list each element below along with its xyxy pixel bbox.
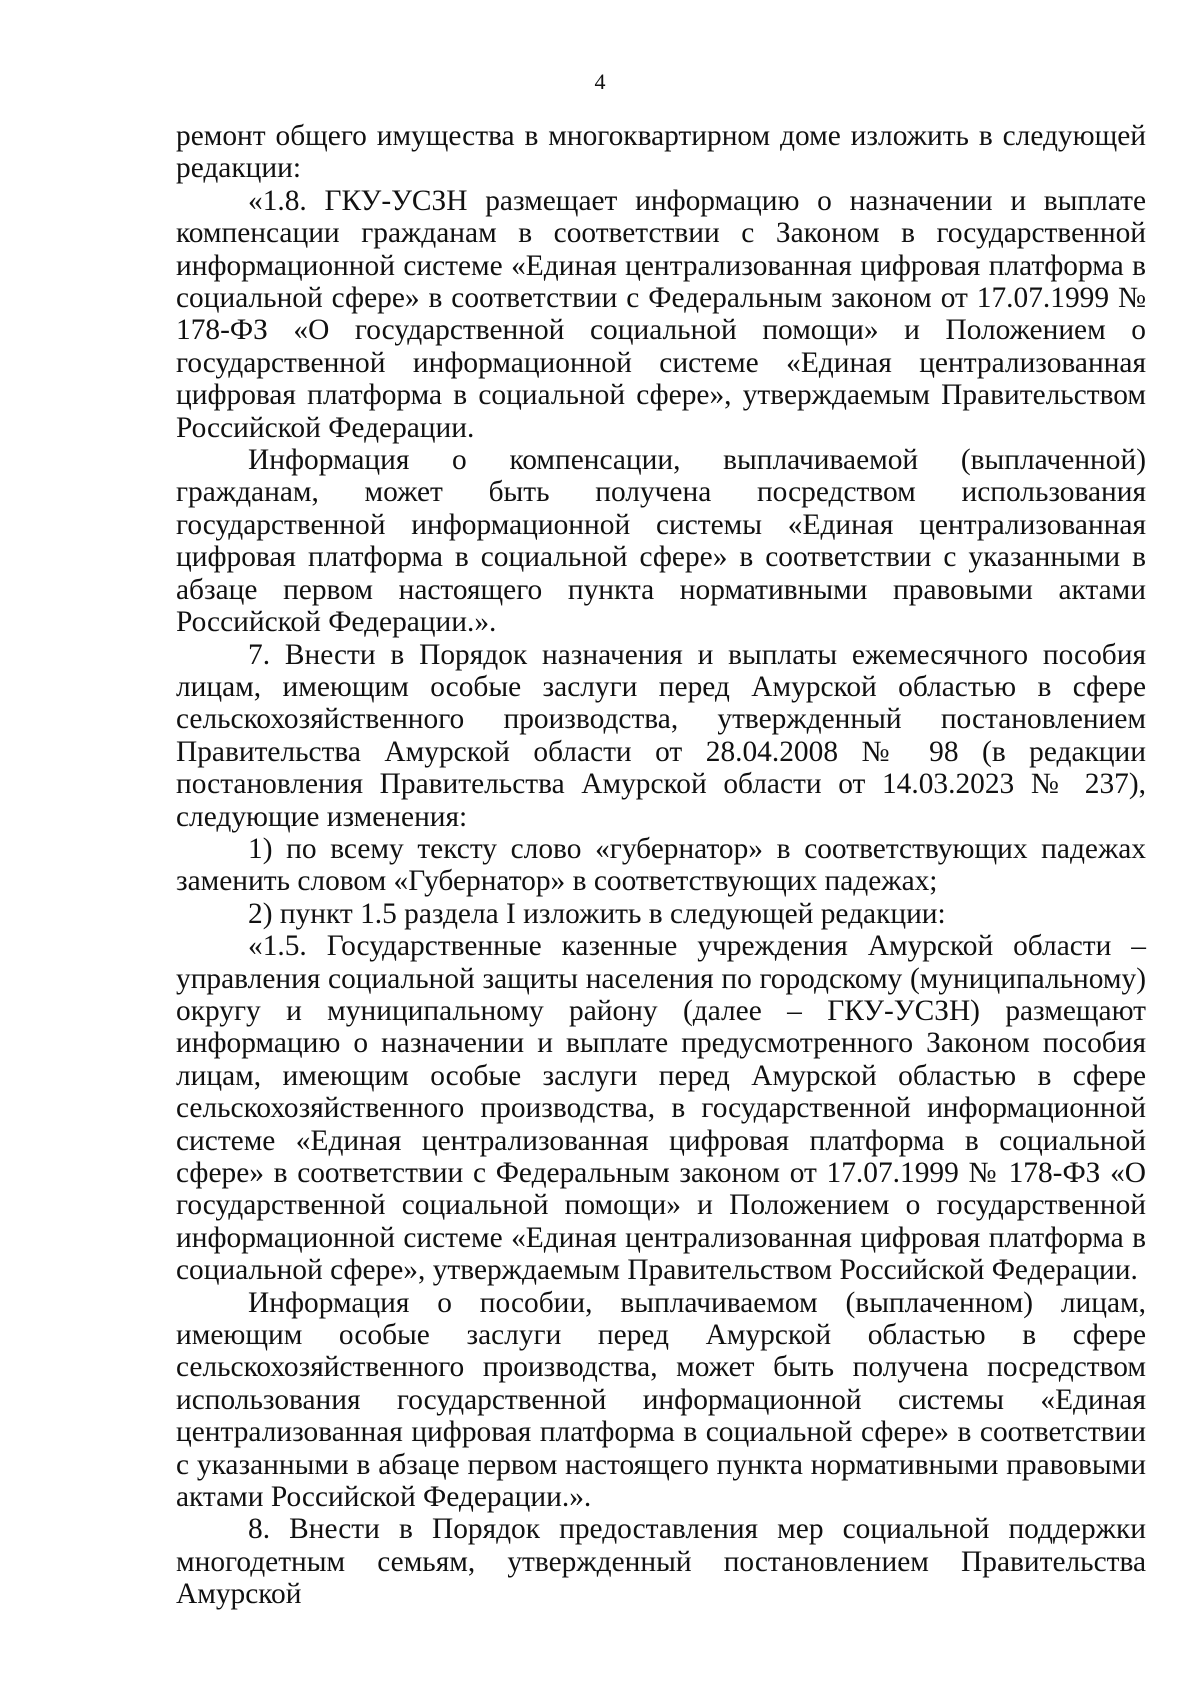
paragraph-5: 1) по всему тексту слово «губернатор» в соответствующих падежах заменить словом «Губернатор» в соответствующих падежах;: [176, 832, 1146, 898]
paragraph-7: «1.5. Государственные казенные учреждения Амурской области – управления социальной защиты населения по городскому (муниципальному) округу и муниципальному району (далее – ГКУ-УСЗН) размещают информацию о назначении и выплате предусмотренного Законом пособия лицам, имеющим особые заслуги перед Амурской областью в сфере сельскохозяйственного производства, в государственной информационной системе «Единая централизованная цифровая платформа в социальной сфере» в соответствии с Федеральным законом от 17.07.1999 № 178-ФЗ «О государственной социальной помощи» и Положением о государственной информационной системе «Единая централизованная цифровая платформа в социальной сфере», утверждаемым Правительством Российской Федерации.: [176, 930, 1146, 1287]
document-body: [176, 120, 1146, 1611]
paragraph-3: Информация о компенсации, выплачиваемой (выплаченной) гражданам, может быть получена посредством использования государственной информационной системы «Единая централизованная цифровая платформа в социальной сфере» в соответствии с указанными в абзаце первом настоящего пункта нормативными правовыми актами Российской Федерации.».: [176, 444, 1146, 639]
paragraph-4: 7. Внести в Порядок назначения и выплаты ежемесячного пособия лицам, имеющим особые заслуги перед Амурской областью в сфере сельскохозяйственного производства, утвержденный постановлением Правительства Амурской области от 28.04.2008 № 98 (в редакции постановления Правительства Амурской области от 14.03.2023 № 237), следующие изменения:: [176, 638, 1146, 833]
paragraph-8: Информация о пособии, выплачиваемом (выплаченном) лицам, имеющим особые заслуги перед Амурской областью в сфере сельскохозяйственного производства, может быть получена посредством использования государственной информационной системы «Единая централизованная цифровая платформа в социальной сфере» в соответствии с указанными в абзаце первом настоящего пункта нормативными правовыми актами Российской Федерации.».: [176, 1286, 1146, 1514]
paragraph-2: «1.8. ГКУ-УСЗН размещает информацию о назначении и выплате компенсации гражданам в соответствии с Законом в государственной информационной системе «Единая централизованная цифровая платформа в социальной сфере» в соответствии с Федеральным законом от 17.07.1999 № 178-ФЗ «О государственной социальной помощи» и Положением о государственной информационной системе «Единая централизованная цифровая платформа в социальной сфере», утверждаемым Правительством Российской Федерации.: [176, 184, 1146, 444]
page-number: 4: [594, 69, 606, 94]
paragraph-6: 2) пункт 1.5 раздела I изложить в следующей редакции:: [248, 897, 946, 930]
paragraph-9: 8. Внести в Порядок предоставления мер социальной поддержки многодетным семьям, утвержденный постановлением Правительства Амурской: [176, 1513, 1146, 1611]
paragraph-1: ремонт общего имущества в многоквартирном доме изложить в следующей редакции:: [176, 120, 1146, 185]
